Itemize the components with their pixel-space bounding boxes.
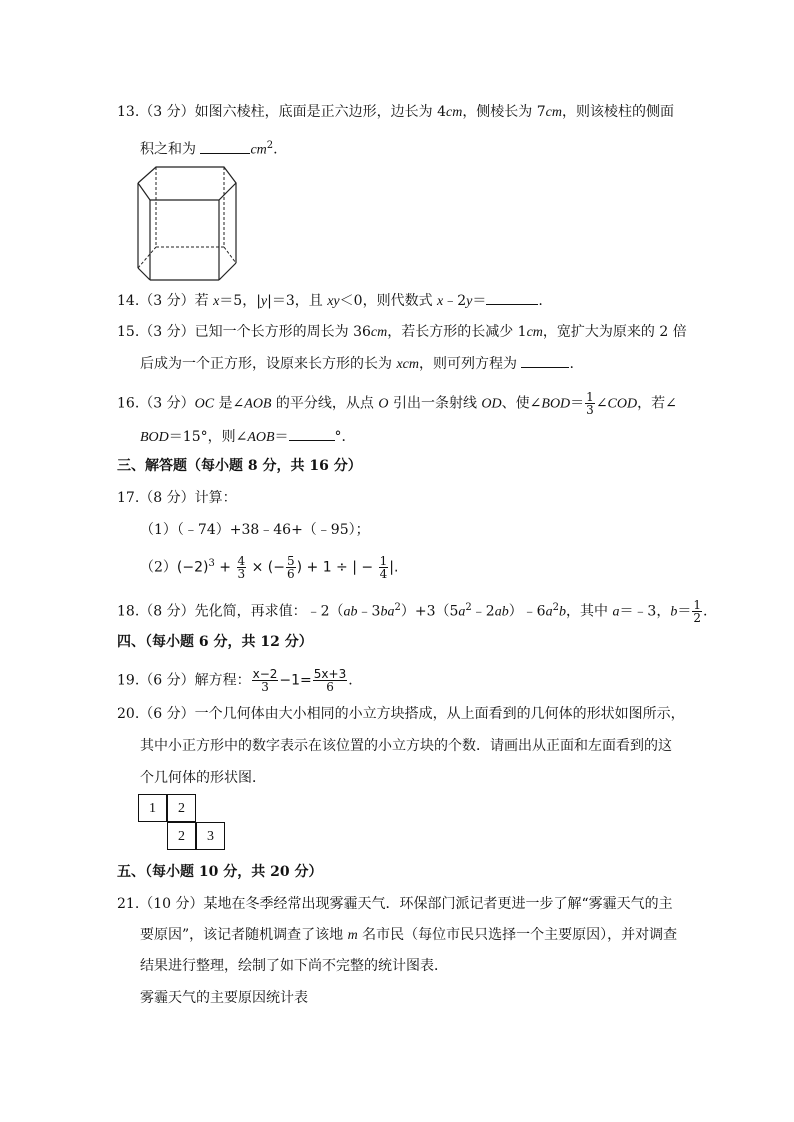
question-20-line-3: 个几何体的形状图． xyxy=(140,770,266,786)
grid-cell: 2 xyxy=(167,794,196,822)
fraction: $\frac{5x+3}{6}$ xyxy=(313,667,347,694)
question-19: 19.（6 分）解方程： $\frac{x-2}{3}$ −1= $\frac{5x+3}{6}$ . xyxy=(117,667,353,694)
question-15-line-2: 后成为一个正方形，设原来长方形的长为 xcm，则可列方程为 . xyxy=(140,353,574,375)
question-21-line-2: 要原因”，该记者随机调查了该地 m 名市民（每位市民只选择一个主要原因），并对调查 xyxy=(140,927,678,943)
question-13-line-2: 积之和为 $cm^2$. xyxy=(140,140,278,158)
table-title: 雾霾天气的主要原因统计表 xyxy=(140,990,308,1006)
question-16-line-1: 16.（3 分）OC 是∠AOB 的平分线，从点 O 引出一条射线 OD、使∠BOD＝ $\frac{1}{3}$ ∠COD，若∠ xyxy=(117,390,677,417)
section-heading-4: 四、（每小题 6 分，共 12 分） xyxy=(117,634,313,650)
fraction: $\frac{4}{3}$ xyxy=(237,554,246,582)
section-heading-3: 三、解答题（每小题 8 分，共 16 分） xyxy=(117,458,362,474)
question-20-line-2: 其中小正方形中的数字表示在该位置的小立方块的个数．请画出从正面和左面看到的这 xyxy=(140,738,672,754)
question-20-line-1: 20.（6 分）一个几何体由大小相同的小立方块搭成，从上面看到的几何体的形状如图所示， xyxy=(117,706,685,722)
grid-cell: 3 xyxy=(196,822,225,850)
answer-blank[interactable] xyxy=(200,139,250,154)
question-17-part-1: （1）（﹣74）+38﹣46+（﹣95）； xyxy=(140,522,370,538)
question-21-line-3: 结果进行整理，绘制了如下尚不完整的统计图表． xyxy=(140,958,448,974)
answer-blank[interactable] xyxy=(289,426,335,441)
answer-blank[interactable] xyxy=(486,290,538,305)
hexagonal-prism-figure xyxy=(134,163,244,283)
section-heading-5: 五、（每小题 10 分，共 20 分） xyxy=(117,864,323,880)
answer-blank[interactable] xyxy=(521,353,569,368)
question-21-line-1: 21.（10 分）某地在冬季经常出现雾霾天气．环保部门派记者更进一步了解“雾霾天气的主 xyxy=(117,896,673,912)
question-17: 17.（8 分）计算： xyxy=(117,490,237,506)
grid-cell: 1 xyxy=(138,794,167,822)
question-17-part-2: $(2)(-2)^3$ + $\frac{4}{3}$ × (− $\frac{5}{6}$ ) + 1 ÷ | − $\frac{1}{4}$ |. xyxy=(140,554,399,582)
fraction: $\frac{1}{3}$ xyxy=(586,390,594,417)
fraction: $\frac{1}{2}$ xyxy=(693,598,701,626)
question-15-line-1: 15.（3 分）已知一个长方形的周长为 36cm，若长方形的长减少 1cm，宽扩大为原来的 2 倍 xyxy=(117,324,687,340)
fraction: $\frac{5}{6}$ xyxy=(286,554,295,582)
question-18: 18.（8 分）先化简，再求值：$﹣2(ab﹣3ba^2)+3(5a^2﹣2ab)﹣6a^2b$，其中 a＝﹣3，b＝ $\frac{1}{2}$ . xyxy=(117,598,708,626)
question-14: 14.（3 分）若 x＝5，|y|＝3，且 xy＜0，则代数式 x﹣2y＝ . xyxy=(117,290,543,312)
question-16-line-2: BOD＝15°，则∠AOB＝ °． xyxy=(140,426,356,448)
fraction: $\frac{x-2}{3}$ xyxy=(252,667,278,694)
grid-cell: 2 xyxy=(167,822,196,850)
fraction: $\frac{1}{4}$ xyxy=(379,554,388,582)
question-13-line-1: 13.（3 分）如图六棱柱，底面是正六边形，边长为 4cm，侧棱长为 7cm，则该棱柱的侧面 xyxy=(117,104,674,120)
